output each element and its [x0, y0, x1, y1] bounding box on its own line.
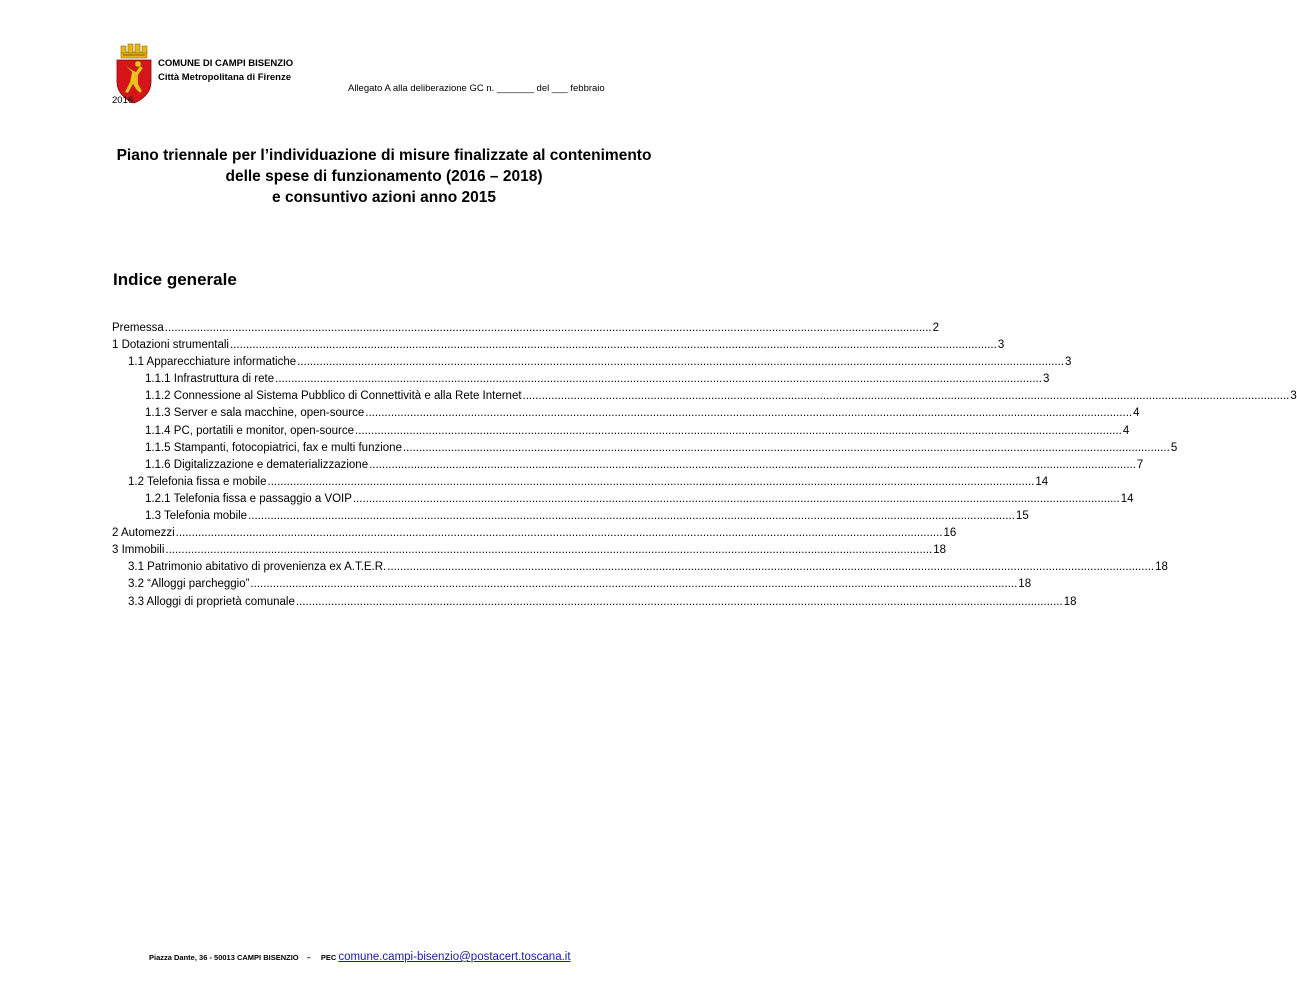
toc-page-number: 14 — [1120, 492, 1134, 505]
toc-leader-dots: ................................................................................................................................................................................................................................................ — [352, 492, 1120, 505]
toc-page-number: 3 — [997, 339, 1005, 352]
toc-page-number: 3 — [1290, 390, 1297, 403]
toc-page-number: 16 — [943, 527, 957, 540]
toc-entry-text: 1.2.1 Telefonia fissa e passaggio a VOIP — [145, 492, 352, 505]
toc-entry-text: 3.2 “Alloggi parcheggio” — [128, 578, 250, 591]
toc-page-number: 15 — [1015, 510, 1029, 523]
toc-page-number: 2 — [932, 322, 940, 334]
footer — [149, 951, 571, 963]
toc-entry[interactable] — [112, 474, 1049, 491]
organization-name: COMUNE DI CAMPI BISENZIO — [158, 58, 294, 69]
toc-leader-dots: ................................................................................................................................................................................................................................................ — [275, 373, 1042, 386]
toc-leader-dots: ................................................................................................................................................................................................................................................ — [267, 475, 1035, 488]
toc-leader-dots: ................................................................................................................................................................................................................................................ — [369, 458, 1136, 471]
toc-entry-text: 1.1.4 PC, portatili e monitor, open-source — [145, 424, 355, 437]
organization-block — [158, 57, 293, 85]
toc-entry[interactable] — [112, 354, 1072, 371]
toc-page-number: 18 — [933, 544, 947, 557]
toc-entry-text: 3.1 Patrimonio abitativo di provenienza ex A.T.E.R. — [128, 561, 387, 574]
footer-address: Piazza Dante, 36 - 50013 CAMPI BISENZIO — [149, 953, 299, 962]
toc-leader-dots: ................................................................................................................................................................................................................................................ — [355, 424, 1122, 437]
toc-entry-text: 1.3 Telefonia mobile — [145, 510, 248, 523]
toc-entry[interactable] — [112, 440, 1178, 457]
toc-entry[interactable] — [112, 405, 1140, 422]
toc-page-number: 14 — [1035, 475, 1049, 488]
toc-leader-dots: ................................................................................................................................................................................................................................................ — [229, 339, 997, 352]
toc-page-number: 7 — [1136, 458, 1144, 471]
toc-entry[interactable] — [112, 525, 957, 542]
toc-leader-dots: ................................................................................................................................................................................................................................................ — [297, 356, 1064, 369]
footer-pec-label: PEC — [320, 953, 337, 962]
toc-entry-text: 1.1.2 Connessione al Sistema Pubblico di Connettività e alla Rete Internet — [145, 390, 522, 403]
toc-leader-dots: ................................................................................................................................................................................................................................................ — [250, 578, 1018, 591]
toc-leader-dots: ................................................................................................................................................................................................................................................ — [164, 322, 932, 334]
toc-entry[interactable] — [112, 457, 1144, 474]
toc-entry-text: 3 Immobili — [112, 544, 165, 557]
header-year: 2016 — [112, 95, 134, 106]
toc-entry-text: 1.1.3 Server e sala macchine, open-source — [145, 407, 365, 420]
toc-entry[interactable] — [112, 388, 1297, 405]
toc-leader-dots: ................................................................................................................................................................................................................................................ — [402, 441, 1170, 454]
toc-leader-dots: ................................................................................................................................................................................................................................................ — [248, 510, 1015, 523]
toc-leader-dots: ................................................................................................................................................................................................................................................ — [165, 544, 933, 557]
toc-entry[interactable] — [112, 337, 1005, 354]
toc-entry[interactable] — [112, 559, 1168, 576]
toc-entry-text: 1.2 Telefonia fissa e mobile — [128, 475, 267, 488]
toc-entry-text: 1 Dotazioni strumentali — [112, 339, 229, 352]
toc-entry-text: 1.1.6 Digitalizzazione e dematerializzazione — [145, 458, 369, 471]
toc-entry-text: 3.3 Alloggi di proprietà comunale — [128, 595, 295, 608]
toc-leader-dots: ................................................................................................................................................................................................................................................ — [365, 407, 1133, 420]
crown-icon — [121, 44, 147, 58]
toc-page-number: 5 — [1170, 441, 1178, 454]
toc-entry[interactable] — [112, 508, 1029, 525]
allegato-reference: Allegato A alla deliberazione GC n. _______ del ___ febbraio — [348, 83, 605, 94]
toc-entry-text: 1.1.5 Stampanti, fotocopiatrici, fax e multi funzione — [145, 441, 402, 454]
document-title — [60, 145, 708, 208]
organization-subtitle: Città Metropolitana di Firenze — [158, 72, 292, 83]
title-line-2: delle spese di funzionamento (2016 – 2018) — [225, 168, 543, 185]
toc-leader-dots: ................................................................................................................................................................................................................................................ — [175, 527, 943, 540]
toc-page-number: 3 — [1064, 356, 1072, 369]
toc-leader-dots: ................................................................................................................................................................................................................................................ — [522, 390, 1290, 403]
footer-separator: – — [306, 953, 311, 962]
toc-entry-text: 1.1 Apparecchiature informatiche — [128, 356, 297, 369]
title-line-3: e consuntivo azioni anno 2015 — [272, 189, 496, 206]
toc-entry[interactable] — [112, 491, 1134, 508]
table-of-contents — [112, 320, 1297, 611]
toc-page-number: 3 — [1042, 373, 1050, 386]
toc-page-number: 4 — [1122, 424, 1130, 437]
toc-entry[interactable] — [112, 423, 1130, 440]
toc-entry[interactable] — [112, 320, 940, 337]
toc-entry[interactable] — [112, 594, 1077, 611]
pec-email-link[interactable]: comune.campi-bisenzio@postacert.toscana.it — [338, 951, 571, 963]
toc-leader-dots: ................................................................................................................................................................................................................................................ — [295, 595, 1063, 608]
toc-leader-dots: ................................................................................................................................................................................................................................................ — [387, 561, 1155, 574]
toc-entry-text: 2 Automezzi — [112, 527, 175, 540]
toc-page-number: 18 — [1018, 578, 1032, 591]
toc-entry[interactable] — [112, 542, 947, 559]
toc-page-number: 18 — [1063, 595, 1077, 608]
toc-page-number: 4 — [1133, 407, 1140, 420]
title-line-1: Piano triennale per l’individuazione di misure finalizzate al contenimento — [116, 147, 652, 164]
toc-entry-text: 1.1.1 Infrastruttura di rete — [145, 373, 275, 386]
toc-page-number: 18 — [1155, 561, 1168, 574]
toc-entry-text: Premessa — [112, 322, 164, 334]
toc-entry[interactable] — [112, 576, 1032, 593]
toc-entry[interactable] — [112, 371, 1050, 388]
index-heading: Indice generale — [113, 270, 237, 289]
